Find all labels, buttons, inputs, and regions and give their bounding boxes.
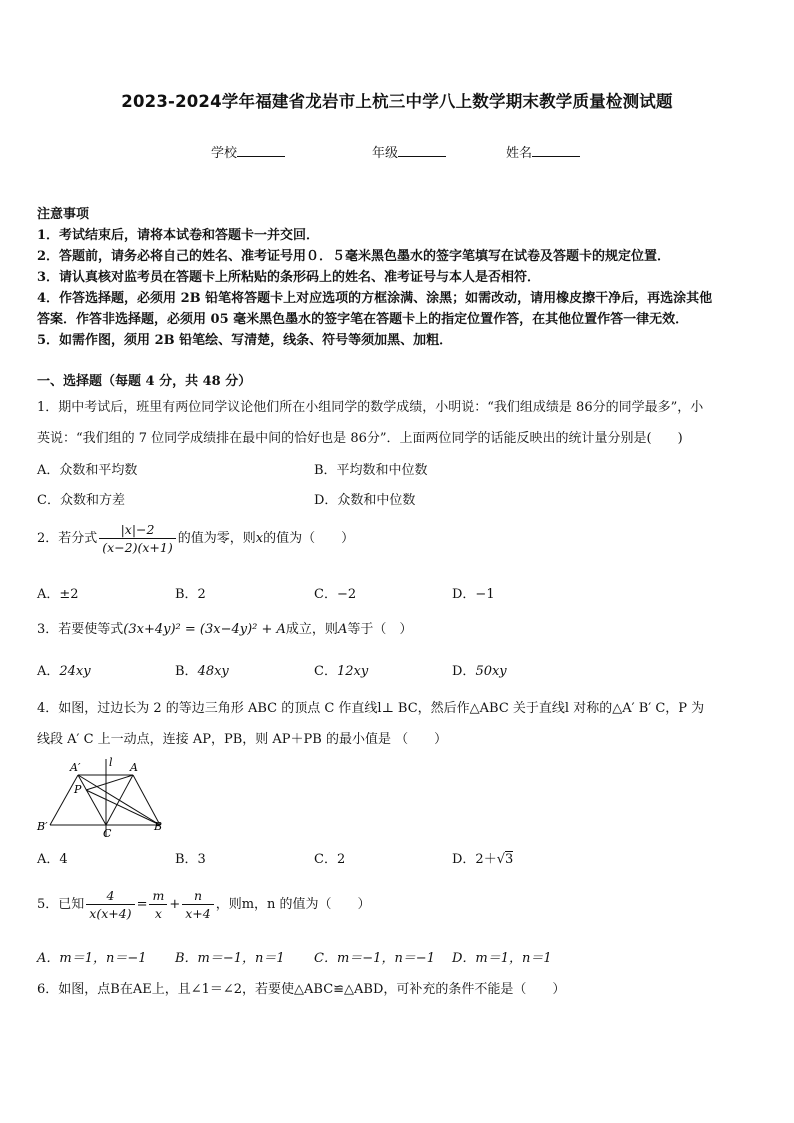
q5-option-d: D．m＝1，n＝1: [452, 951, 552, 966]
segment-a-b: [133, 775, 160, 825]
label-l: l: [109, 757, 113, 769]
sqrt-symbol: √: [496, 852, 505, 867]
school-field: 学校: [211, 142, 285, 161]
question-1-line1: 1．期中考试后，班里有两位同学议论他们所在小组同学的数学成绩，小明说：“我们组成绩是 86分的同学最多”，小: [37, 400, 704, 415]
q5-option-a: A．m＝1，n＝−1: [37, 951, 147, 966]
notice-item: 4．作答选择题，必须用 2B 铅笔将答题卡上对应选项的方框涂满、涂黑；如需改动，请用橡皮擦干净后，再选涂其他: [37, 291, 713, 306]
question-4-line2: 线段 A′ C 上一动点，连接 AP，PB，则 AP＋PB 的最小值是 （ ）: [37, 732, 448, 747]
label-p: P: [74, 783, 82, 796]
label-b: B: [154, 820, 163, 833]
notice-item: 1．考试结束后，请将本试卷和答题卡一并交回．: [37, 228, 320, 243]
notice-item: 3．请认真核对监考员在答题卡上所粘贴的条形码上的姓名、准考证号与本人是否相符．: [37, 270, 541, 285]
q1-option-b: B．平均数和中位数: [314, 463, 428, 478]
q1-option-a: A．众数和平均数: [37, 463, 138, 478]
q1-option-d: D．众数和中位数: [314, 493, 416, 508]
label-a: A: [130, 761, 138, 774]
notice-item: 答案．作答非选择题，必须用 05 毫米黑色墨水的签字笔在答题卡上的指定位置作答，在其他位置作答一律无效．: [37, 312, 689, 327]
segment-p-b: [86, 790, 160, 825]
q3-option-a: A．24xy: [37, 664, 91, 679]
q5-fraction-1: $\frac{4}{x(x+4)}$: [86, 888, 134, 921]
q5-option-b: B．m＝−1，n＝1: [175, 951, 285, 966]
q1-option-c: C．众数和方差: [37, 493, 125, 508]
question-5: 5．已知 $\frac{4}{x(x+4)}$ = $\frac{m}{x}$ + $\frac{n}{x+4}$ ，则m，n 的值为（ ）: [37, 888, 371, 921]
q3-option-b: B．48xy: [175, 664, 229, 679]
name-field: 姓名: [506, 142, 580, 161]
q2-fraction: $\frac{|x|-2}{(x-2)(x+1)}$: [99, 522, 175, 555]
q2-option-c: C．−2: [314, 587, 357, 602]
question-3: 3．若要使等式(3x+4y)² = (3x−4y)² + A成立，则A等于（ ）: [37, 622, 413, 637]
q5-option-c: C．m＝−1，n＝−1: [314, 951, 435, 966]
notice-item: 5．如需作图，须用 2B 铅笔绘、写清楚，线条、符号等须加黑、加粗．: [37, 333, 453, 348]
section-heading: 一、选择题（每题 4 分，共 48 分）: [37, 374, 252, 389]
q4-option-a: A．4: [37, 852, 68, 867]
q2-option-a: A．±2: [37, 587, 79, 602]
q4-option-b: B．3: [175, 852, 206, 867]
name-blank: [532, 144, 580, 157]
label-b-prime: B′: [37, 820, 48, 833]
question-4-line1: 4．如图，过边长为 2 的等边三角形 ABC 的顶点 C 作直线l⊥ BC，然后作△ABC 关于直线l 对称的△A′ B′ C，P 为: [37, 701, 705, 716]
segment-a1-c: [78, 775, 106, 825]
q4-option-d: D．2＋√3: [452, 852, 514, 867]
school-blank: [237, 144, 285, 157]
q3-option-d: D．50xy: [452, 664, 507, 679]
q4-option-c: C．2: [314, 852, 346, 867]
q5-fraction-3: $\frac{n}{x+4}$: [182, 888, 213, 921]
q5-fraction-2: $\frac{m}{x}$: [149, 888, 167, 921]
question-2: 2．若分式 $\frac{|x|-2}{(x-2)(x+1)}$ 的值为零，则x的值为（ ）: [37, 522, 355, 555]
q2-option-b: B．2: [175, 587, 206, 602]
notice-heading: 注意事项: [37, 207, 90, 222]
q2-option-d: D．−1: [452, 587, 495, 602]
q3-option-c: C．12xy: [314, 664, 369, 679]
label-c: C: [103, 827, 112, 839]
grade-field: 年级: [372, 142, 446, 161]
question-6: 6．如图，点B在AE上，且∠1＝∠2，若要使△ABC≌△ABD，可补充的条件不能是（ ）: [37, 982, 566, 997]
page-title: 2023-2024学年福建省龙岩市上杭三中学八上数学期末教学质量检测试题: [121, 92, 673, 111]
notice-item: 2．答题前，请务必将自己的姓名、准考证号用０．５毫米黑色墨水的签字笔填写在试卷及答题卡的规定位置．: [37, 249, 671, 264]
q4-figure: [36, 757, 176, 839]
q3-equation: (3x+4y)² = (3x−4y)² + A: [123, 622, 286, 637]
question-1-line2: 英说：“我们组的 7 位同学成绩排在最中间的恰好也是 86分”．上面两位同学的话能反映出的统计量分别是( ): [37, 431, 683, 446]
label-a-prime: A′: [70, 761, 81, 774]
segment-a1-b: [78, 775, 160, 825]
grade-blank: [398, 144, 446, 157]
